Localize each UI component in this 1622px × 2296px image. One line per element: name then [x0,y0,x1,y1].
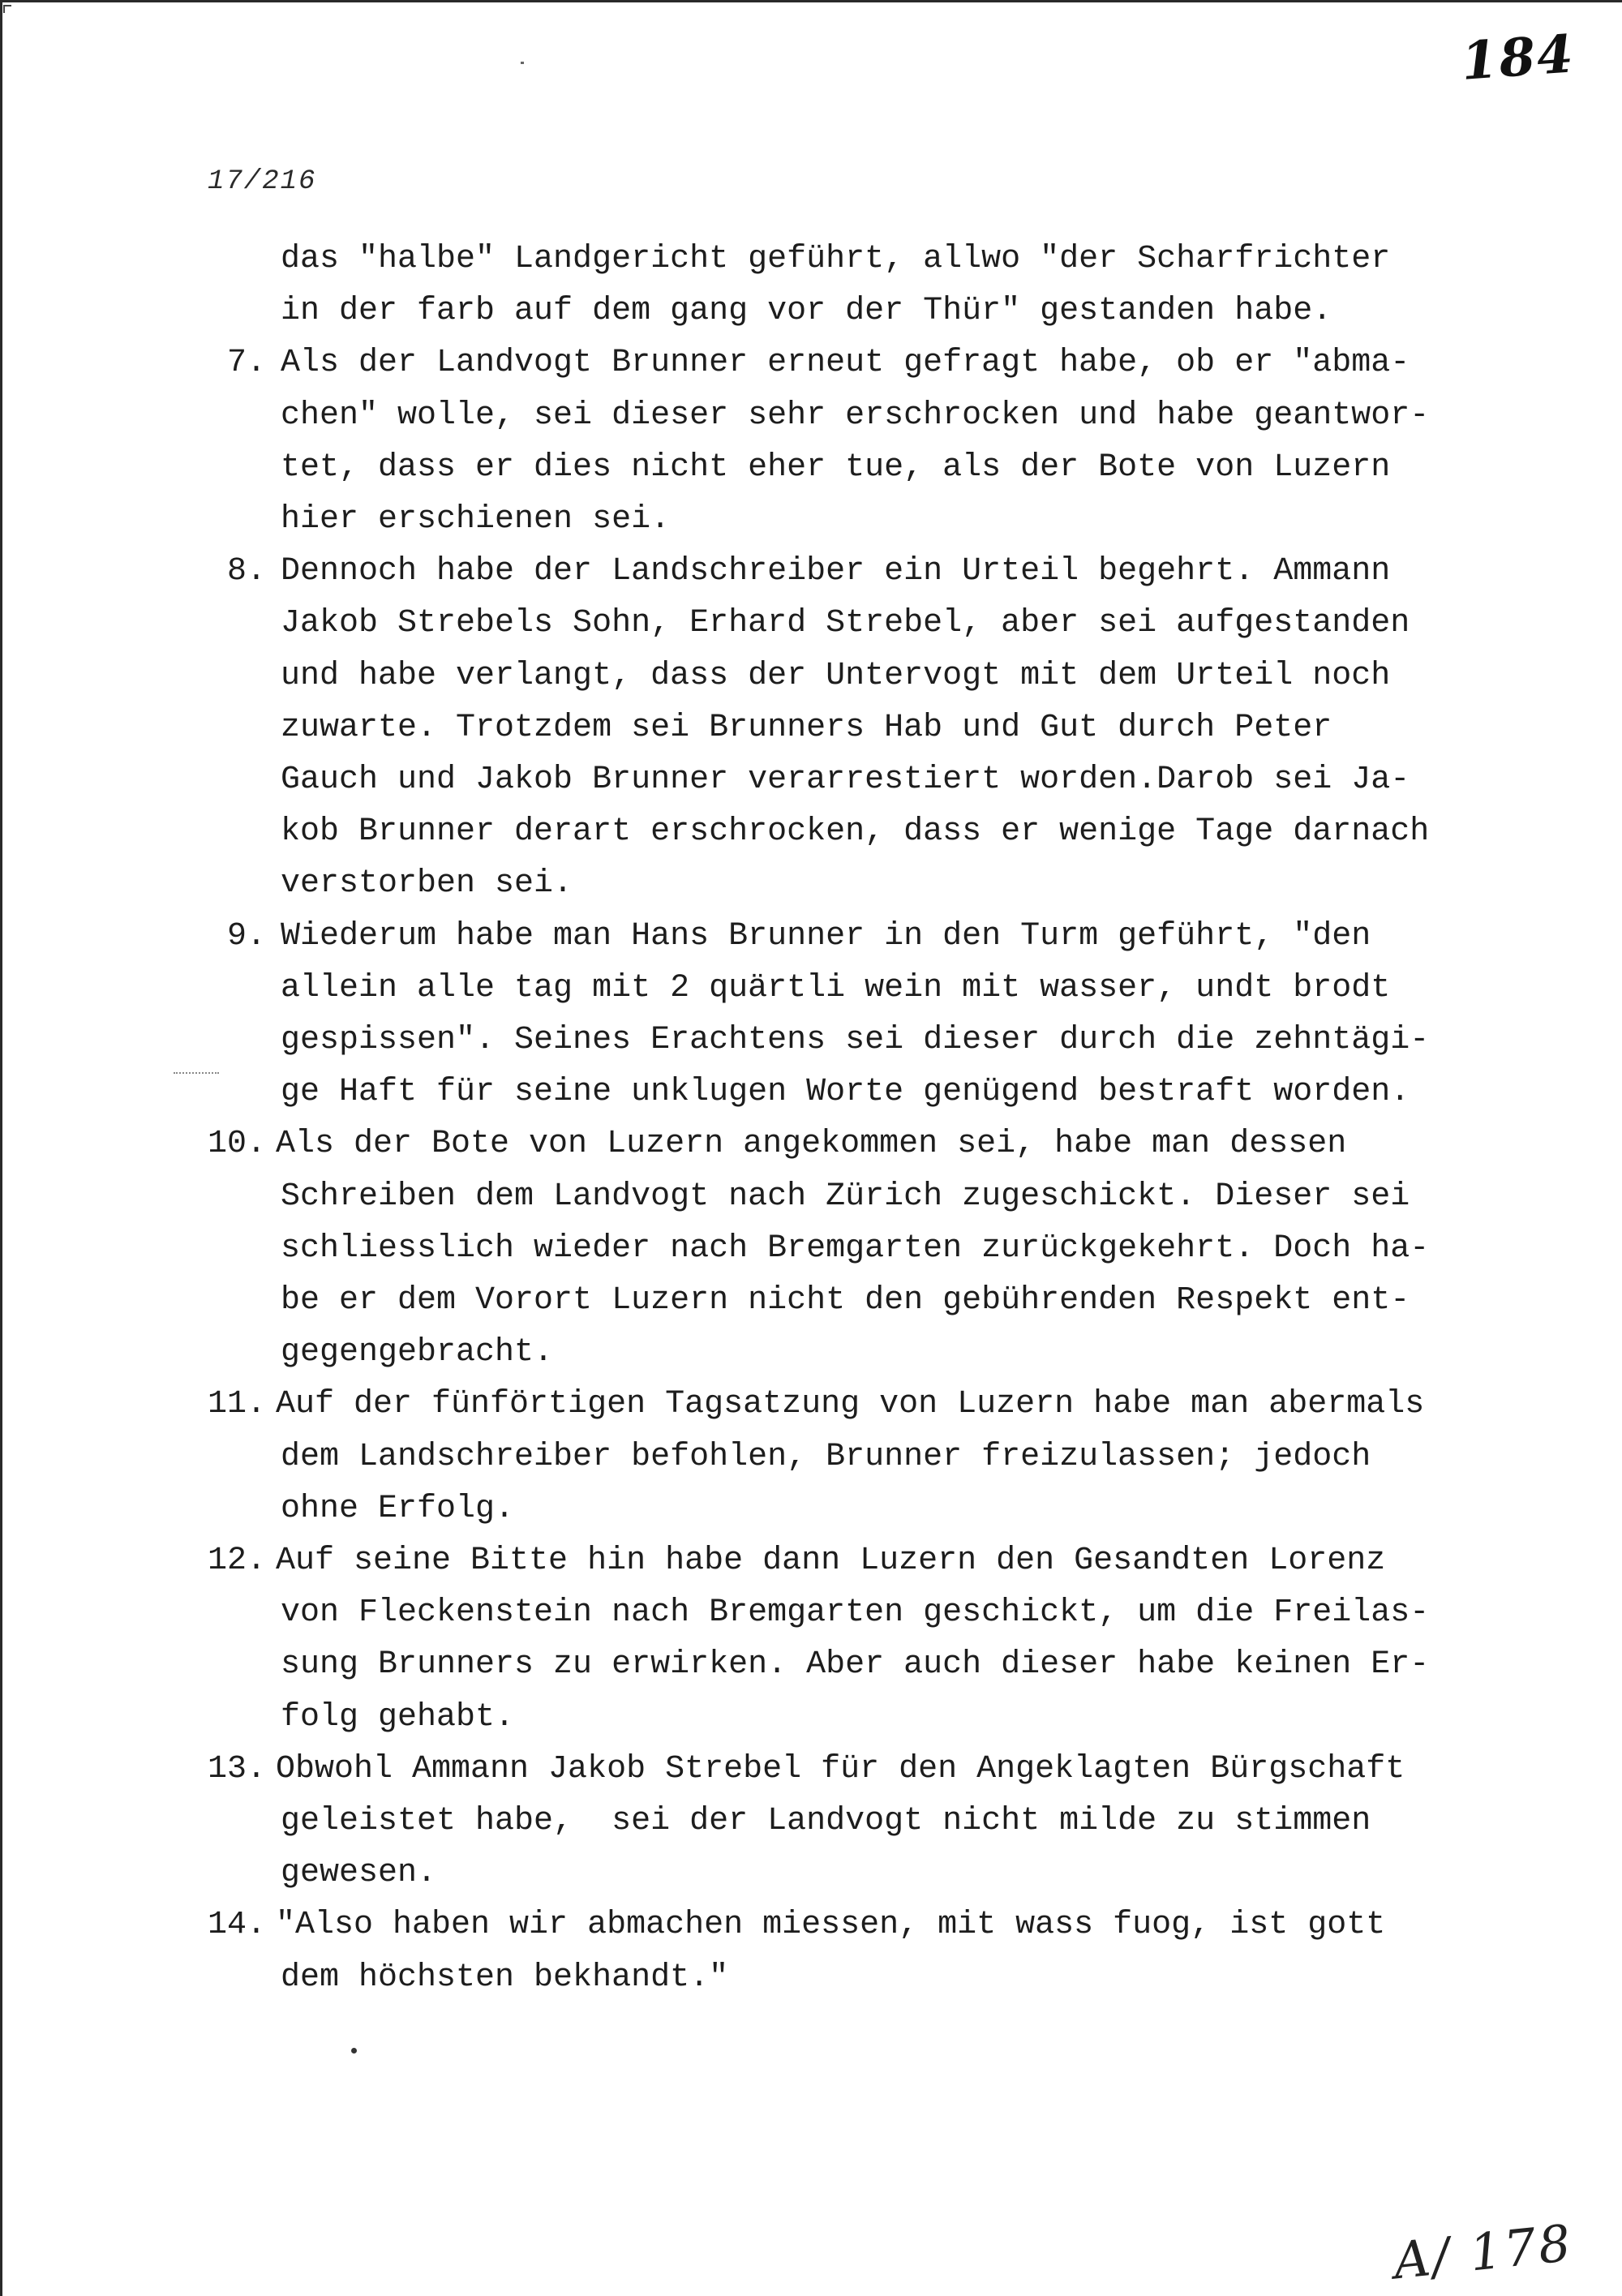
line-text: ohne Erfolg. [281,1491,515,1527]
text-line [0,1171,1622,1223]
line-text: kob Brunner derart erschrocken, dass er wenige Tage darnach [281,813,1430,850]
line-text: in der farb auf dem gang vor der Thür" gestanden habe. [281,293,1332,329]
line-text: Auf seine Bitte hin habe dann Luzern den Gesandten Lorenz [276,1543,1386,1579]
scan-speck [521,62,524,64]
line-text: dem Landschreiber befohlen, Brunner freizulassen; jedoch [281,1439,1371,1475]
text-line [0,546,1622,598]
scan-border-top [0,0,1622,2]
text-line [0,1223,1622,1275]
text-line [0,442,1622,494]
text-line [0,1744,1622,1796]
text-line [0,963,1622,1015]
text-line [0,598,1622,650]
item-number: 8. [226,553,266,590]
line-text: gegengebracht. [281,1334,554,1371]
line-text: Obwohl Ammann Jakob Strebel für den Angeklagten Bürgschaft [276,1751,1405,1787]
line-text: das "halbe" Landgericht geführt, allwo "der Scharfrichter [281,241,1391,277]
text-line [0,858,1622,910]
text-line [0,285,1622,337]
line-text: chen" wolle, sei dieser sehr erschrocken und habe geantwor- [281,397,1430,434]
line-text: geleistet habe, sei der Landvogt nicht milde zu stimmen [281,1803,1371,1839]
corner-mark [3,5,11,13]
line-text: Schreiben dem Landvogt nach Zürich zugeschickt. Dieser sei [281,1178,1410,1215]
line-text: gespissen". Seines Erachtens sei dieser durch die zehntägi- [281,1022,1430,1058]
text-line [0,494,1622,546]
line-text: sung Brunners zu erwirken. Aber auch dieser habe keinen Er- [281,1646,1430,1683]
line-text: Gauch und Jakob Brunner verarrestiert worden.Darob sei Ja- [281,762,1410,798]
text-line [0,1639,1622,1691]
text-line [0,1483,1622,1535]
line-text: tet, dass er dies nicht eher tue, als der Bote von Luzern [281,449,1391,486]
handwritten-page-number: 184 [1459,24,1577,92]
line-text: Auf der fünförtigen Tagsatzung von Luzern habe man abermals [276,1386,1425,1423]
text-line [0,1952,1622,2004]
text-line [0,1535,1622,1587]
item-number: 10. [207,1126,266,1162]
line-text: dem höchsten bekhandt." [281,1959,729,1996]
line-text: Als der Bote von Luzern angekommen sei, habe man dessen [276,1126,1347,1162]
text-line [0,234,1622,285]
text-line [0,1431,1622,1483]
item-number: 14. [207,1907,266,1943]
line-text: schliesslich wieder nach Bremgarten zurückgekehrt. Doch ha- [281,1230,1430,1267]
text-line [0,1848,1622,1899]
line-text: Dennoch habe der Landschreiber ein Urteil begehrt. Ammann [281,553,1391,590]
text-line [0,754,1622,806]
line-text: und habe verlangt, dass der Untervogt mit dem Urteil noch [281,658,1391,694]
ink-dot [351,2048,357,2054]
text-line [0,702,1622,754]
item-number: 9. [226,918,266,955]
handwritten-footer-number: A/ 178 [1391,2212,1577,2291]
text-line [0,390,1622,442]
line-text: Als der Landvogt Brunner erneut gefragt habe, ob er "abma- [281,345,1410,381]
line-text: zuwarte. Trotzdem sei Brunners Hab und Gut durch Peter [281,710,1332,746]
line-text: gewesen. [281,1855,437,1891]
item-number: 7. [226,345,266,381]
text-line [0,1796,1622,1848]
text-line [0,1066,1622,1118]
line-text: hier erschienen sei. [281,501,671,538]
item-number: 11. [207,1386,266,1423]
line-text: be er dem Vorort Luzern nicht den gebührenden Respekt ent- [281,1282,1410,1319]
item-number: 13. [207,1751,266,1787]
text-line [0,1015,1622,1066]
document-reference: 17/216 [208,166,317,197]
text-line [0,1327,1622,1379]
text-line [0,911,1622,963]
text-line [0,1692,1622,1744]
text-line [0,337,1622,389]
line-text: von Fleckenstein nach Bremgarten geschickt, um die Freilas- [281,1594,1430,1631]
line-text: Wiederum habe man Hans Brunner in den Turm geführt, "den [281,918,1371,955]
text-line [0,1899,1622,1951]
text-line [0,1275,1622,1327]
text-line [0,650,1622,702]
line-text: ge Haft für seine unklugen Worte genügend bestraft worden. [281,1074,1410,1110]
text-line [0,1118,1622,1170]
line-text: folg gehabt. [281,1699,515,1736]
line-text: "Also haben wir abmachen miessen, mit wass fuog, ist gott [276,1907,1386,1943]
line-text: allein alle tag mit 2 quärtli wein mit wasser, undt brodt [281,970,1391,1006]
text-line [0,806,1622,858]
line-text: Jakob Strebels Sohn, Erhard Strebel, aber sei aufgestanden [281,605,1410,642]
text-line [0,1379,1622,1431]
line-text: verstorben sei. [281,865,573,902]
item-number: 12. [207,1543,266,1579]
text-line [0,1587,1622,1639]
